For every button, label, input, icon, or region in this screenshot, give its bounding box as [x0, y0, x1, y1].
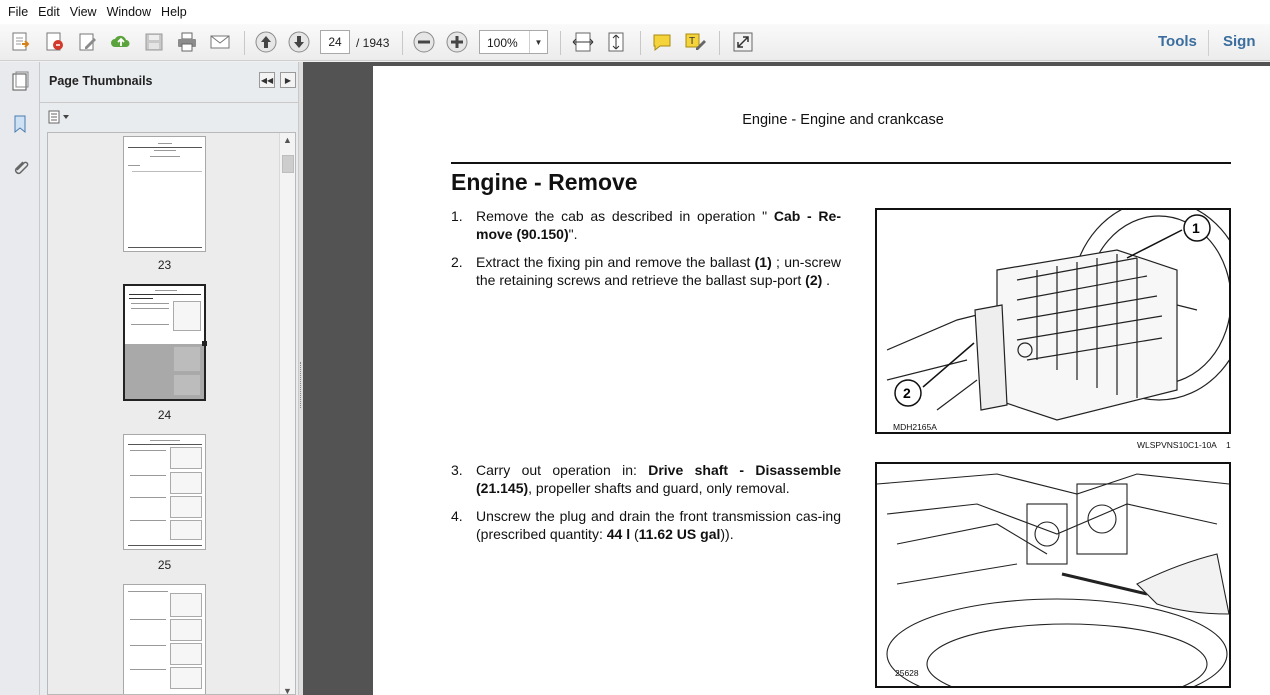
menu-file[interactable]: File: [8, 5, 29, 19]
menu-help[interactable]: Help: [161, 5, 187, 19]
step-text: Carry out operation in: Drive shaft - Disassemble (21.145), propeller shafts and guard, only removal.: [476, 462, 842, 496]
figure-ballast: [875, 208, 1231, 434]
email-icon[interactable]: [207, 29, 233, 55]
header-rule: [451, 162, 1231, 164]
export-pdf-icon[interactable]: [41, 29, 67, 55]
figure-drain-plug: [875, 462, 1231, 688]
navigation-strip: [0, 62, 40, 695]
bookmarks-icon[interactable]: [6, 110, 34, 138]
step-number: 2.: [451, 254, 463, 270]
thumbnail-page-25[interactable]: [123, 434, 206, 550]
thumbnail-label: 23: [157, 258, 172, 272]
svg-text:T: T: [689, 36, 696, 47]
edit-icon[interactable]: [75, 29, 101, 55]
menu-edit[interactable]: Edit: [38, 5, 60, 19]
fullscreen-icon[interactable]: [730, 29, 756, 55]
fit-page-icon[interactable]: [603, 29, 629, 55]
step-text: Unscrew the plug and drain the front transmission cas-ing (prescribed quantity: 44 l (11.62 US gal)).: [476, 508, 841, 542]
scroll-down-icon[interactable]: ▼: [283, 686, 292, 695]
step-2: [451, 254, 841, 308]
zoom-select[interactable]: [479, 30, 548, 54]
thumbnail-page-23[interactable]: [123, 136, 206, 252]
thumbnail-label: 24: [157, 408, 172, 422]
document-viewport: [303, 62, 1270, 695]
zoom-value: 100%: [487, 36, 518, 50]
scrollbar-thumb[interactable]: [282, 155, 294, 173]
expand-panel-icon[interactable]: ▶: [280, 72, 296, 88]
page-total: / 1943: [356, 36, 390, 50]
menu-view[interactable]: View: [69, 5, 97, 19]
ballast-illustration: [877, 210, 1229, 432]
zoom-out-icon[interactable]: [411, 29, 437, 55]
thumbnail-options-button[interactable]: [48, 108, 76, 126]
collapse-panel-icon[interactable]: ◀◀: [259, 72, 275, 88]
tools-button[interactable]: Tools: [1158, 33, 1197, 50]
figure-number: 1: [1226, 440, 1231, 450]
step-3: [451, 462, 841, 498]
step-text: Extract the fixing pin and remove the ballast (1) ; un-screw the retaining screws and retrieve the ballast sup-port (2) .: [476, 254, 841, 288]
chevron-down-icon[interactable]: ▼: [529, 31, 547, 53]
zoom-in-icon[interactable]: [444, 29, 470, 55]
drain-illustration: [877, 464, 1229, 686]
thumbnail-page-24[interactable]: [123, 284, 206, 401]
figure-code: 25628: [895, 668, 919, 678]
running-header: Engine - Engine and crankcase: [742, 112, 944, 128]
sign-button[interactable]: Sign: [1223, 33, 1256, 50]
section-title: Engine - Remove: [451, 169, 638, 195]
create-pdf-icon[interactable]: [8, 29, 34, 55]
fit-width-icon[interactable]: [570, 29, 596, 55]
next-page-icon[interactable]: [286, 29, 312, 55]
menu-bar: [0, 0, 1270, 24]
thumbnail-list: [47, 132, 296, 695]
highlight-icon[interactable]: [682, 29, 708, 55]
callout-2: 2: [903, 385, 911, 401]
page-number-input[interactable]: 24: [320, 30, 350, 54]
save-icon[interactable]: [141, 29, 167, 55]
step-number: 1.: [451, 208, 463, 224]
step-number: 3.: [451, 462, 463, 478]
print-icon[interactable]: [174, 29, 200, 55]
callout-1: 1: [1192, 220, 1200, 236]
thumbnail-page-26[interactable]: [123, 584, 206, 695]
page-thumbnails-icon[interactable]: [6, 68, 34, 96]
panel-title: Page Thumbnails: [49, 74, 153, 88]
step-4: [451, 508, 841, 544]
toolbar: [0, 24, 1270, 61]
scroll-up-icon[interactable]: ▲: [283, 135, 292, 145]
thumbnail-label: 25: [157, 558, 172, 572]
figure-reference: WLSPVNS10C1-10A: [1137, 440, 1217, 450]
thumbnails-panel: [40, 62, 299, 695]
step-1: [451, 208, 841, 244]
previous-page-icon[interactable]: [253, 29, 279, 55]
figure-code: MDH2165A: [893, 422, 937, 432]
comment-icon[interactable]: [649, 29, 675, 55]
upload-icon[interactable]: [108, 29, 134, 55]
thumbnails-header: [40, 62, 299, 103]
attachments-icon[interactable]: [6, 154, 34, 182]
step-number: 4.: [451, 508, 463, 524]
pdf-page: [373, 66, 1270, 695]
menu-window[interactable]: Window: [106, 5, 152, 19]
step-text: Remove the cab as described in operation " Cab - Re-move (90.150)".: [476, 208, 841, 242]
thumbnail-scrollbar[interactable]: [279, 133, 295, 695]
